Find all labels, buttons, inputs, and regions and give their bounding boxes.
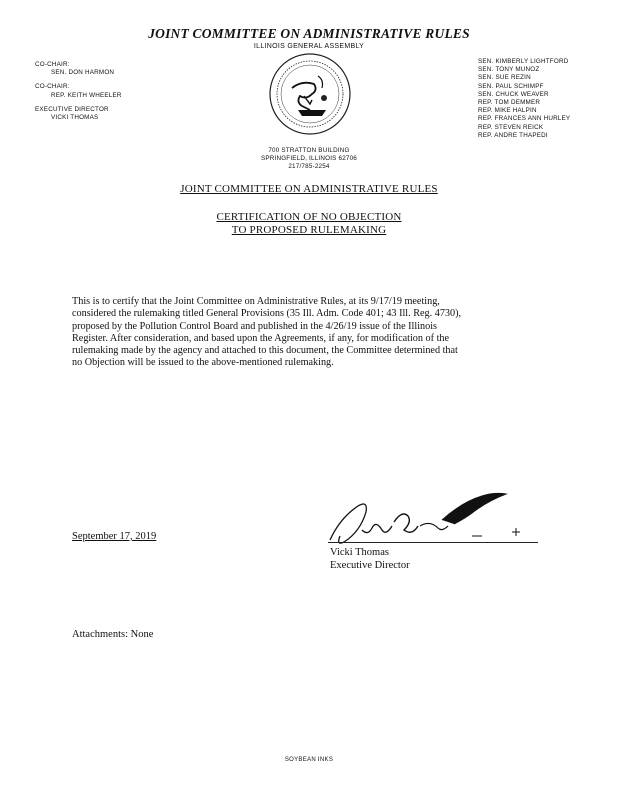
phone-number: 217/785-2254	[288, 163, 330, 171]
signer-block	[330, 546, 410, 572]
leadership-name: SEN. DON HARMON	[51, 69, 115, 77]
leadership-name: VICKI THOMAS	[51, 114, 99, 122]
member-name: REP. STEVEN REICK	[478, 123, 544, 131]
signer-title: Executive Director	[330, 560, 410, 571]
member-name: SEN. KIMBERLY LIGHTFORD	[478, 58, 569, 65]
attachments-note: Attachments: None	[72, 629, 154, 640]
footer-note: SOYBEAN INKS	[284, 757, 334, 763]
leadership-list	[35, 59, 185, 122]
letterhead-title: JOINT COMMITTEE ON ADMINISTRATIVE RULES	[148, 26, 470, 41]
certification-heading	[0, 211, 618, 237]
member-name: SEN. TONY MUNOZ	[478, 66, 540, 74]
member-name: REP. FRANCES ANN HURLEY	[478, 115, 571, 123]
certification-line: CERTIFICATION OF NO OBJECTION	[216, 211, 402, 223]
body-line: considered the rulemaking titled General Provisions (35 Ill. Adm. Code 401; 43 Ill. Reg. 4730),	[72, 308, 462, 320]
handwritten-signature	[322, 490, 550, 548]
leadership-role: CO-CHAIR:	[35, 61, 70, 68]
member-name: SEN. CHUCK WEAVER	[478, 90, 549, 98]
body-line: This is to certify that the Joint Committee on Administrative Rules, at its 9/17/19 meeting,	[72, 296, 440, 307]
member-name: REP. MIKE HALPIN	[478, 107, 537, 115]
leadership-name: REP. KEITH WHEELER	[51, 91, 122, 99]
certification-line: TO PROPOSED RULEMAKING	[231, 224, 387, 236]
state-seal	[268, 52, 352, 136]
member-name: SEN. PAUL SCHIMPF	[478, 82, 544, 90]
body-line: no Objection will be issued to the above-mentioned rulemaking.	[72, 357, 334, 369]
address-line: 700 STRATTON BUILDING	[268, 147, 350, 154]
address-line: SPRINGFIELD, ILLINOIS 62706	[260, 155, 358, 163]
committee-heading: JOINT COMMITTEE ON ADMINISTRATIVE RULES	[180, 183, 438, 195]
member-name: REP. ANDRE THAPEDI	[478, 131, 548, 139]
certification-date: September 17, 2019	[72, 531, 157, 542]
members-list	[478, 58, 598, 140]
body-line: Register. After consideration, and based upon the Agreements, if any, for modification of the	[72, 332, 450, 344]
member-name: REP. TOM DEMMER	[478, 99, 541, 107]
office-address	[250, 147, 368, 172]
member-name: SEN. SUE REZIN	[478, 74, 531, 82]
letterhead-subtitle: ILLINOIS GENERAL ASSEMBLY	[253, 43, 365, 50]
signature-line	[328, 542, 538, 543]
body-line: proposed by the Pollution Control Board and published in the 4/26/19 issue of the Illinois	[72, 320, 438, 332]
certification-body	[72, 296, 558, 370]
leadership-role: EXECUTIVE DIRECTOR	[35, 105, 109, 113]
leadership-role: CO-CHAIR:	[35, 83, 70, 91]
body-line: rulemaking made by the agency and attached to this document, the Committee determined that	[72, 345, 458, 357]
signer-name: Vicki Thomas	[330, 547, 389, 558]
